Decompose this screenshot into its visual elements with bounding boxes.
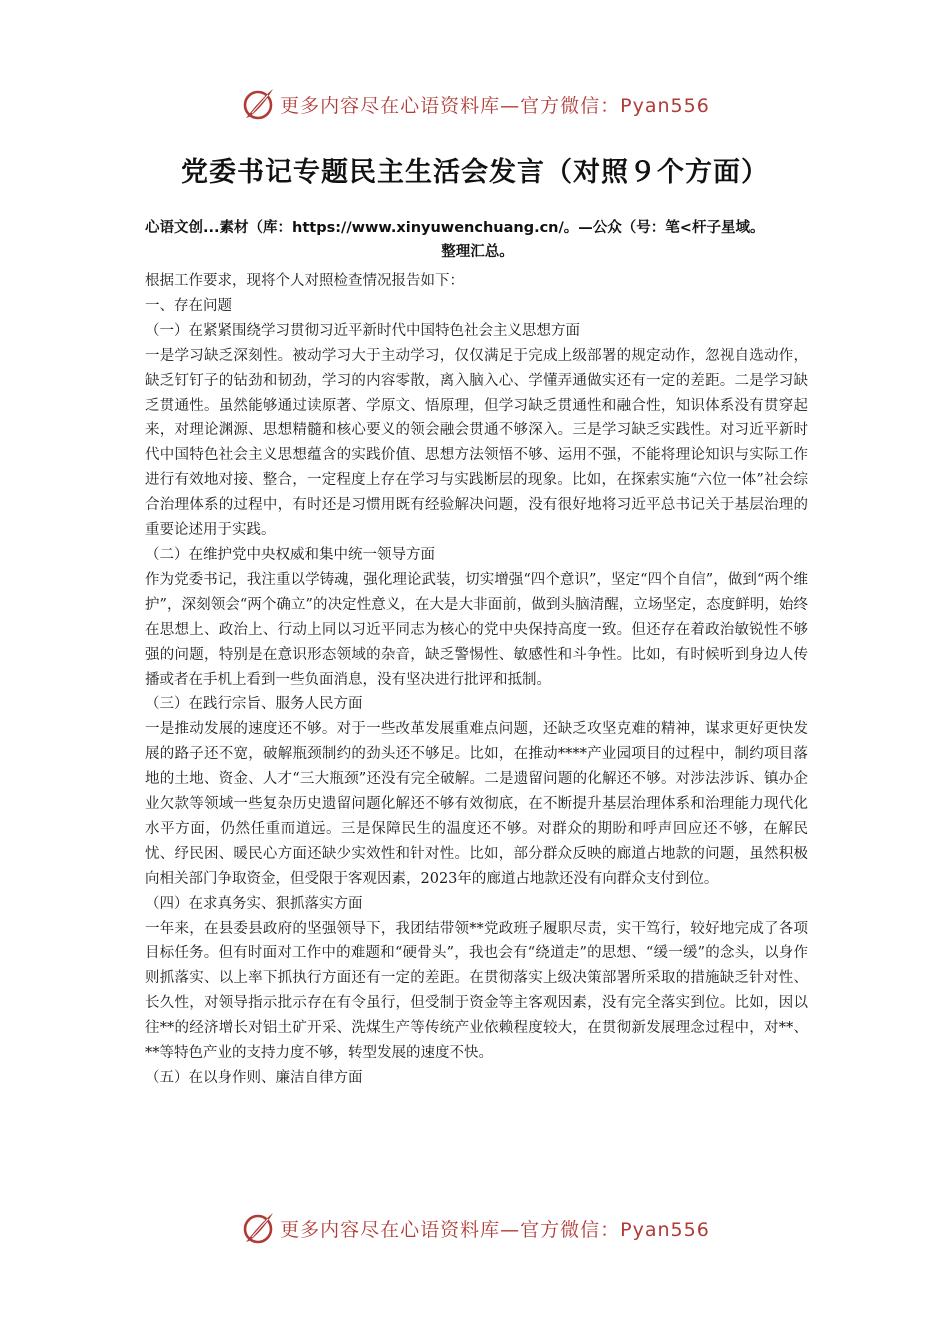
subsection-heading: （一）在紧紧围绕学习贯彻习近平新时代中国特色社会主义思想方面 bbox=[145, 322, 580, 339]
watermark-text: 更多内容尽在心语资料库—官方微信：Pyan556 bbox=[280, 1218, 710, 1241]
intro-paragraph: 根据工作要求，现将个人对照检查情况报告如下： bbox=[145, 273, 464, 289]
subsection-heading: （五）在以身作则、廉洁自律方面 bbox=[145, 1070, 363, 1086]
body-paragraph: 作为党委书记，我注重以学铸魂，强化理论武装，切实增强“四个意识”，坚定“四个自信”，做到“两个维护”，深刻领会“两个确立”的决定性意义，在大是大非面前，做到头脑清醒，立场坚定，态度鲜明，始终在思想上、政治上、行动上同以习近平同志为核心的党中央保持高度一致。但还存在着政治敏锐性不够强的问题，特别是在意识形态领域的杂音，缺乏警惕性、敏感性和斗争性。比如，有时候听到身边人传播或者在手机上看到一些负面消息，没有坚决进行批评和抵制。 bbox=[145, 571, 808, 688]
section-heading: 一、存在问题 bbox=[145, 297, 232, 314]
body-paragraph: 一年来，在县委县政府的坚强领导下，我团结带领**党政班子履职尽责，实干笃行，较好地完成了各项目标任务。但有时面对工作中的难题和“硬骨头”，我也会有“绕道走”的思想、“缓一缓”的念头，以身作则抓落实、以上率下抓执行方面还有一定的差距。在贯彻落实上级决策部署所采取的措施缺乏针对性、长久性，对领导指示批示存在有令虽行，但受制于资金等主客观因素，没有完全落实到位。比如，因以往**的经济增长对铝土矿开采、洗煤生产等传统产业依赖程度较大，在贯彻新发展理念过程中，对**、**等特色产业的支持力度不够，转型发展的速度不快。 bbox=[145, 920, 808, 1062]
quill-pen-logo-icon bbox=[240, 1210, 276, 1246]
source-note-line-2: 整理汇总。 bbox=[441, 244, 514, 260]
source-note bbox=[145, 216, 810, 264]
document-body bbox=[145, 269, 808, 1091]
watermark-text: 更多内容尽在心语资料库—官方微信：Pyan556 bbox=[280, 94, 710, 117]
subsection-heading: （三）在践行宗旨、服务人民方面 bbox=[145, 696, 363, 713]
body-paragraph: 一是推动发展的速度还不够。对于一些改革发展重难点问题，还缺乏攻坚克难的精神，谋求更好更快发展的路子还不宽，破解瓶颈制约的劲头还不够足。比如，在推动****产业园项目的过程中，制约项目落地的土地、资金、人才“三大瓶颈”还没有完全破解。二是遗留问题的化解还不够。对涉法涉诉、镇办企业欠款等领域一些复杂历史遗留问题化解还不够有效彻底，在不断提升基层治理体系和治理能力现代化水平方面，仍然任重而道远。三是保障民生的温度还不够。对群众的期盼和呼声回应还不够，在解民忧、纾民困、暖民心方面还缺少实效性和针对性。比如，部分群众反映的廊道占地款的问题，虽然积极向相关部门争取资金，但受限于客观因素，2023年的廊道占地款还没有向群众支付到位。 bbox=[145, 721, 808, 887]
source-note-line-1: 心语文创...素材（库：https://www.xinyuwenchuang.cn/。—公众（号：笔<杆子星域。 bbox=[145, 220, 765, 236]
subsection-heading: （二）在维护党中央权威和集中统一领导方面 bbox=[145, 546, 435, 563]
watermark-banner-bottom bbox=[0, 1208, 950, 1248]
page-title: 党委书记专题民主生活会发言（对照９个方面） bbox=[181, 157, 769, 188]
watermark-banner-top bbox=[0, 84, 950, 124]
subsection-heading: （四）在求真务实、狠抓落实方面 bbox=[145, 895, 363, 912]
body-paragraph: 一是学习缺乏深刻性。被动学习大于主动学习，仅仅满足于完成上级部署的规定动作，忽视自选动作，缺乏钉钉子的钻劲和韧劲，学习的内容零散，离入脑入心、学懂弄通做实还有一定的差距。二是学习缺乏贯通性。虽然能够通过读原著、学原文、悟原理，但学习缺乏贯通性和融合性，知识体系没有贯穿起来，对理论渊源、思想精髓和核心要义的领会融会贯通不够深入。三是学习缺乏实践性。对习近平新时代中国特色社会主义思想蕴含的实践价值、思想方法领悟不够、运用不强，不能将理论知识与实际工作进行有效地对接、整合，一定程度上存在学习与实践断层的现象。比如，在探索实施“六位一体”社会综合治理体系的过程中，有时还是习惯用既有经验解决问题，没有很好地将习近平总书记关于基层治理的重要论述用于实践。 bbox=[145, 347, 808, 539]
quill-pen-logo-icon bbox=[240, 86, 276, 122]
